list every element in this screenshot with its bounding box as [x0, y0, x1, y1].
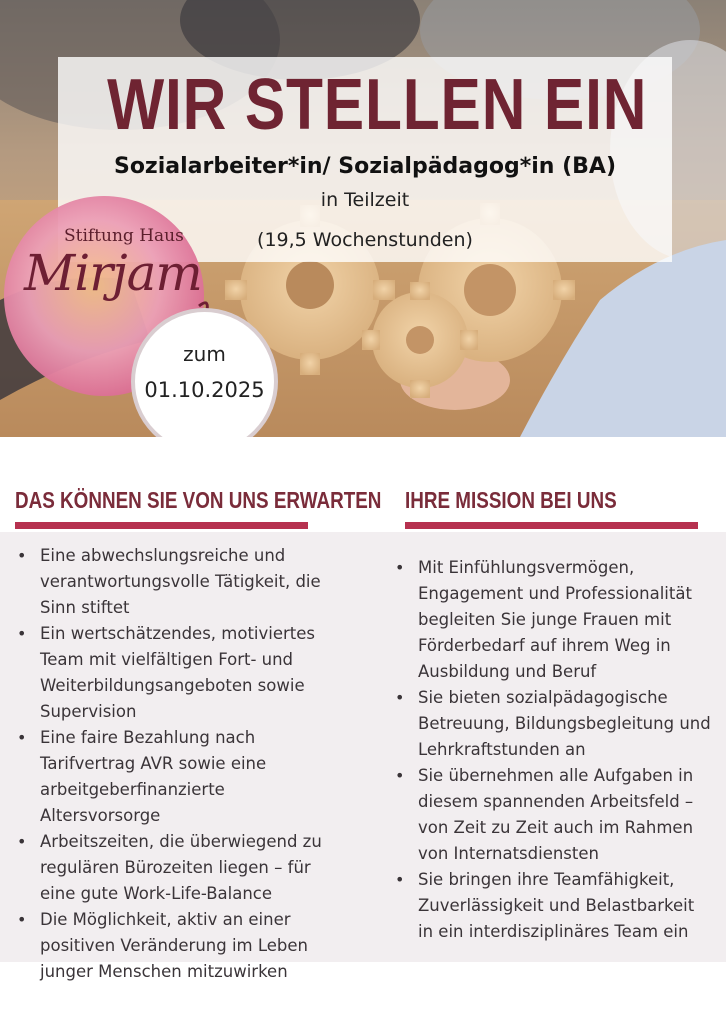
hero-image: [0, 0, 726, 437]
start-date-value: 01.10.2025: [144, 378, 265, 402]
page-title: WIR STELLEN EIN: [107, 65, 648, 145]
mission-item: • Sie bieten sozialpädagogische Betreuung, Bildungsbegleitung und Lehrkraftstunden an: [392, 685, 714, 763]
offer-heading: DAS KÖNNEN SIE VON UNS ERWARTEN: [15, 487, 382, 513]
offer-item: • Eine faire Bezahlung nach Tarifvertrag AVR sowie eine arbeitgeberfinanzierte Altersvorsorge: [14, 725, 344, 829]
logo-text-top: Stiftung Haus: [64, 226, 184, 246]
offer-item: • Eine abwechslungsreiche und verantwortungsvolle Tätigkeit, die Sinn stiftet: [14, 543, 344, 621]
logo-text-name: Mirjam: [24, 244, 202, 302]
weekly-hours: (19,5 Wochenstunden): [257, 229, 473, 251]
mission-heading-underline: [405, 522, 698, 529]
mission-item: • Sie bringen ihre Teamfähigkeit, Zuverlässigkeit und Belastbarkeit in ein interdisziplinäres Team ein: [392, 867, 714, 945]
offer-list: [14, 543, 344, 985]
employment-type: in Teilzeit: [320, 189, 410, 211]
job-title: Sozialarbeiter*in/ Sozialpädagog*in (BA): [113, 154, 617, 179]
mission-item: • Sie übernehmen alle Aufgaben in diesem spannenden Arbeitsfeld – von Zeit zu Zeit auch im Rahmen von Internatsdiensten: [392, 763, 714, 867]
mission-item: • Mit Einfühlungsvermögen, Engagement und Professionalität begleiten Sie junge Frauen mit Förderbedarf auf ihrem Weg in Ausbildung und Beruf: [392, 555, 714, 685]
offer-item: • Ein wertschätzendes, motiviertes Team mit vielfältigen Fort- und Weiterbildungsangeboten sowie Supervision: [14, 621, 344, 725]
offer-item: • Arbeitszeiten, die überwiegend zu regulären Bürozeiten liegen – für eine gute Work-Life-Balance: [14, 829, 344, 907]
offer-item: • Die Möglichkeit, aktiv an einer positiven Veränderung im Leben junger Menschen mitzuwirken: [14, 907, 344, 985]
offer-heading-underline: [15, 522, 308, 529]
start-date-label: zum: [183, 342, 226, 366]
mission-list: [392, 555, 714, 945]
mission-heading: IHRE MISSION BEI UNS: [405, 487, 617, 513]
